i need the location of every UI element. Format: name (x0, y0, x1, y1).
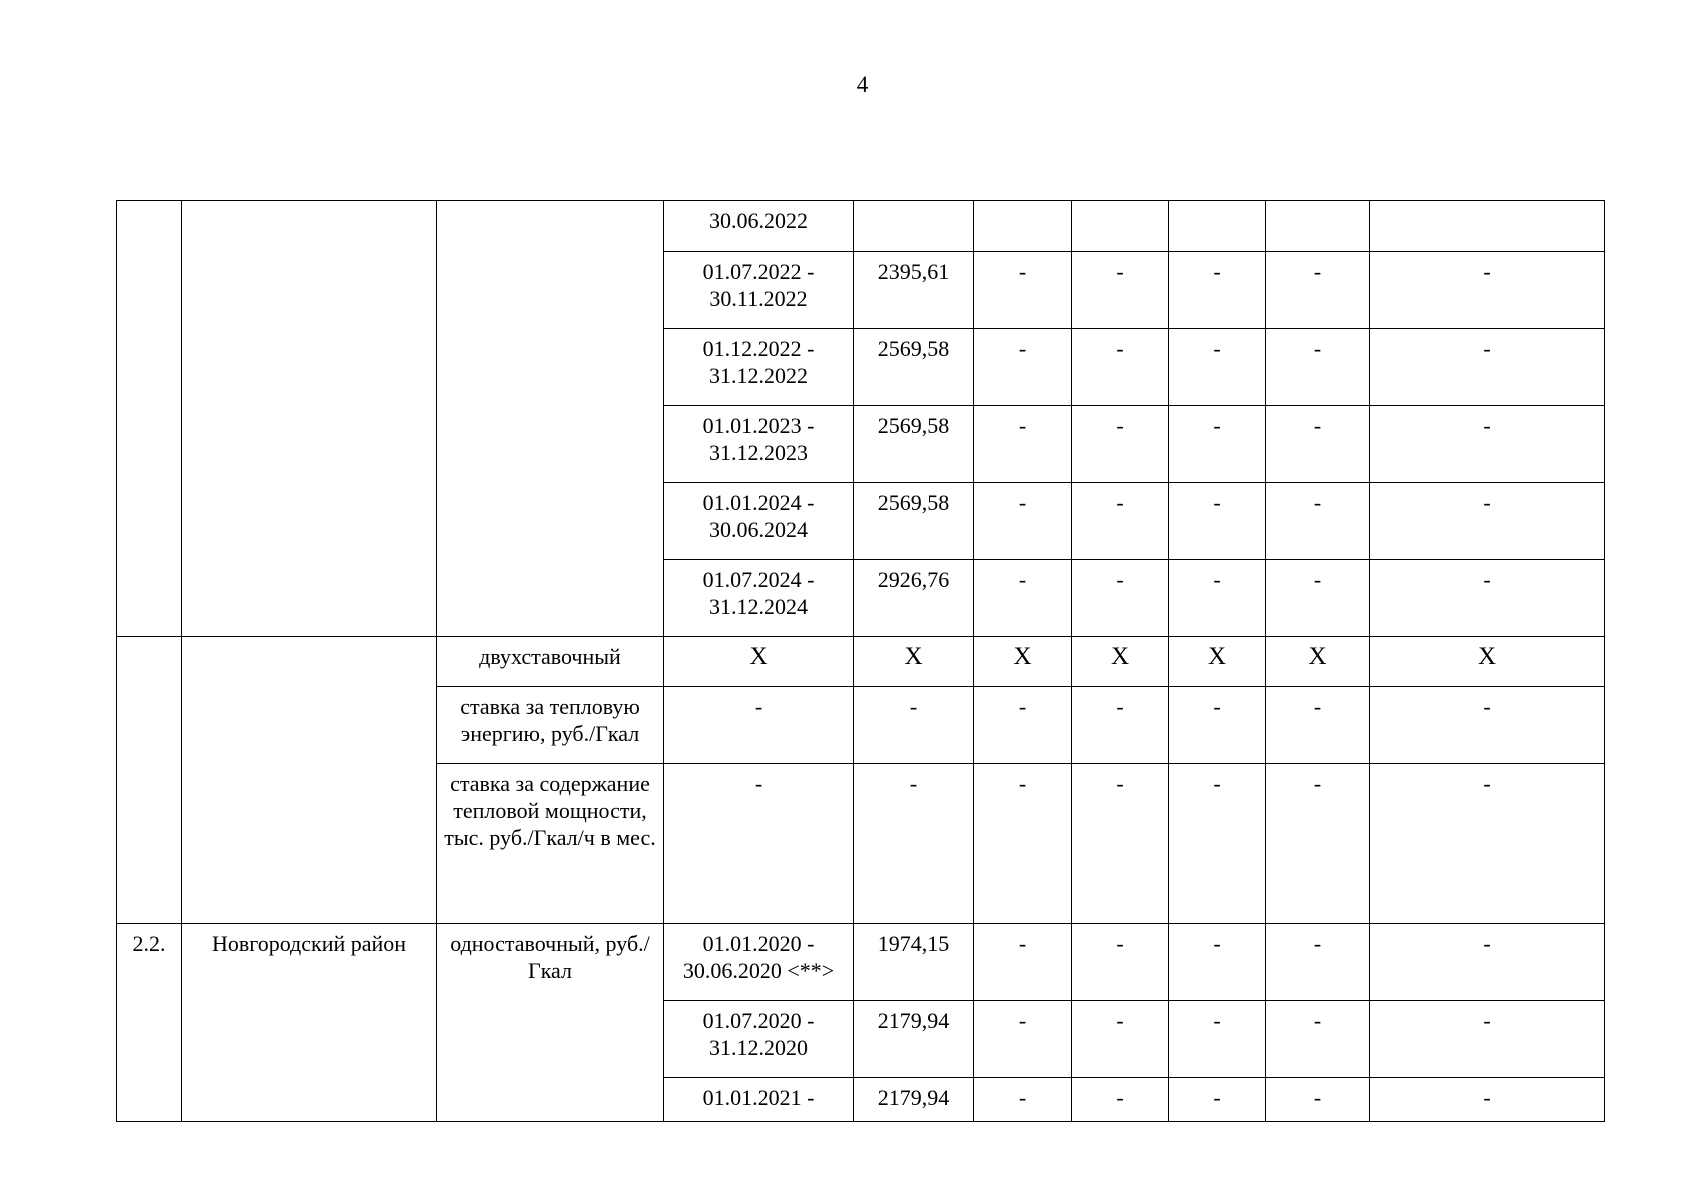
value-cell: 2569,58 (854, 406, 974, 483)
dash-cell: - (974, 764, 1072, 924)
value-cell: 2569,58 (854, 329, 974, 406)
dash-cell: - (1266, 406, 1370, 483)
dash-cell: - (1266, 560, 1370, 637)
empty-cell (1266, 201, 1370, 252)
value-cell (854, 201, 974, 252)
dash-cell: - (1072, 252, 1169, 329)
dash-cell: - (1266, 1001, 1370, 1078)
dash-cell: - (1266, 924, 1370, 1001)
dash-cell: - (1370, 924, 1605, 1001)
dash-cell: - (1370, 764, 1605, 924)
x-cell: X (1072, 637, 1169, 687)
value-cell: 2395,61 (854, 252, 974, 329)
period-cell: 01.07.2024 - 31.12.2024 (664, 560, 854, 637)
dash-cell: - (1072, 1078, 1169, 1122)
page-number: 4 (856, 72, 869, 97)
dash-cell: - (974, 1001, 1072, 1078)
dash-cell: - (974, 924, 1072, 1001)
dash-cell: - (1370, 406, 1605, 483)
period-cell: 01.12.2022 - 31.12.2022 (664, 329, 854, 406)
dash-cell: - (1169, 687, 1266, 764)
dash-cell: - (854, 687, 974, 764)
value-cell: 2569,58 (854, 483, 974, 560)
x-cell: X (1266, 637, 1370, 687)
dash-cell: - (1370, 560, 1605, 637)
dash-cell: - (1169, 560, 1266, 637)
empty-cell (974, 201, 1072, 252)
dash-cell: - (1169, 252, 1266, 329)
dash-cell: - (974, 329, 1072, 406)
dash-cell: - (974, 406, 1072, 483)
empty-cell (1370, 201, 1605, 252)
x-cell: X (974, 637, 1072, 687)
dash-cell: - (974, 1078, 1072, 1122)
dash-cell: - (1370, 1001, 1605, 1078)
period-cell: 30.06.2022 (664, 201, 854, 252)
dash-cell: - (974, 252, 1072, 329)
dash-cell: - (1266, 329, 1370, 406)
dash-cell: - (1072, 560, 1169, 637)
dash-cell: - (1072, 924, 1169, 1001)
x-cell: X (664, 637, 854, 687)
tariff-type-cell: одноставочный, руб./Гкал (437, 924, 664, 1122)
period-cell: 01.01.2021 - (664, 1078, 854, 1122)
dash-cell: - (1169, 1001, 1266, 1078)
value-cell: 2179,94 (854, 1078, 974, 1122)
table-row (117, 637, 1605, 687)
dash-cell: - (974, 483, 1072, 560)
period-cell: 01.01.2023 - 31.12.2023 (664, 406, 854, 483)
dash-cell: - (1169, 764, 1266, 924)
district-cell: Новгородский район (182, 924, 437, 1122)
table-row (117, 924, 1605, 1001)
tariff-table (116, 200, 1605, 1122)
dash-cell: - (1169, 924, 1266, 1001)
dash-cell: - (1169, 329, 1266, 406)
dash-cell: - (854, 764, 974, 924)
value-cell: 2179,94 (854, 1001, 974, 1078)
table-row (117, 201, 1605, 252)
dash-cell: - (1072, 1001, 1169, 1078)
tariff-type-cell (437, 201, 664, 637)
dash-cell: - (1370, 252, 1605, 329)
period-cell: 01.01.2024 - 30.06.2024 (664, 483, 854, 560)
dash-cell: - (1266, 687, 1370, 764)
heat-energy-rate-label: ставка за тепловую энергию, руб./Гкал (437, 687, 664, 764)
row-number-cell: 2.2. (117, 924, 182, 1122)
dash-cell: - (1266, 764, 1370, 924)
dash-cell: - (1266, 252, 1370, 329)
dash-cell: - (1370, 483, 1605, 560)
value-cell: 1974,15 (854, 924, 974, 1001)
dash-cell: - (664, 687, 854, 764)
x-cell: X (854, 637, 974, 687)
dash-cell: - (1266, 483, 1370, 560)
row-number-cell (117, 637, 182, 924)
dash-cell: - (1370, 329, 1605, 406)
dash-cell: - (974, 560, 1072, 637)
value-cell: 2926,76 (854, 560, 974, 637)
dash-cell: - (1370, 1078, 1605, 1122)
period-cell: 01.07.2020 - 31.12.2020 (664, 1001, 854, 1078)
dash-cell: - (1169, 406, 1266, 483)
district-cell (182, 637, 437, 924)
dash-cell: - (974, 687, 1072, 764)
row-number-cell (117, 201, 182, 637)
empty-cell (1072, 201, 1169, 252)
x-cell: X (1169, 637, 1266, 687)
dash-cell: - (1072, 329, 1169, 406)
dash-cell: - (1370, 687, 1605, 764)
dash-cell: - (1072, 406, 1169, 483)
period-cell: 01.07.2022 - 30.11.2022 (664, 252, 854, 329)
dash-cell: - (1169, 483, 1266, 560)
dash-cell: - (1169, 1078, 1266, 1122)
dash-cell: - (1072, 687, 1169, 764)
dash-cell: - (1072, 483, 1169, 560)
dash-cell: - (1072, 764, 1169, 924)
dash-cell: - (1266, 1078, 1370, 1122)
dash-cell: - (664, 764, 854, 924)
district-cell (182, 201, 437, 637)
capacity-rate-label: ставка за содержание тепловой мощности, тыс. руб./Гкал/ч в мес. (437, 764, 664, 924)
period-cell: 01.01.2020 - 30.06.2020 <**> (664, 924, 854, 1001)
empty-cell (1169, 201, 1266, 252)
x-cell: X (1370, 637, 1605, 687)
two-part-label: двухставочный (437, 637, 664, 687)
